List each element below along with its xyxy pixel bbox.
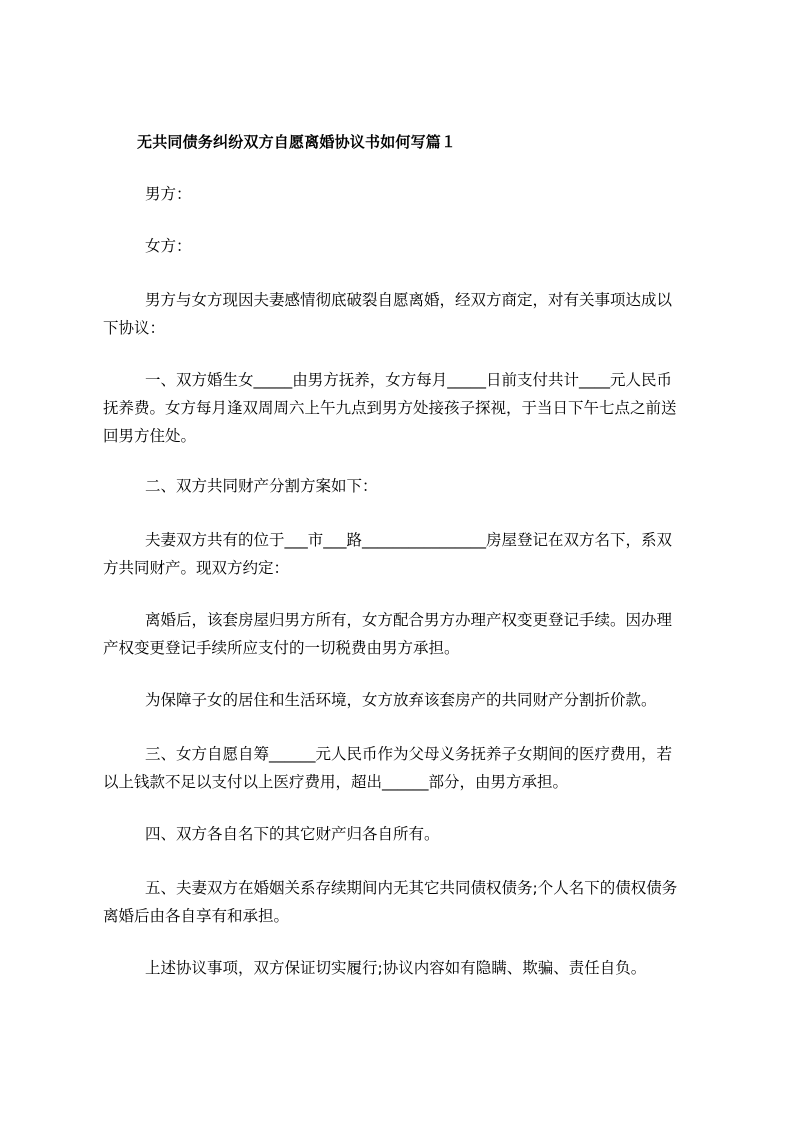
paragraph-line: 为保障子女的居住和生活环境，女方放弃该套房产的共同财产分割折价款。	[145, 691, 657, 709]
paragraph-clause-4-other-property	[145, 820, 707, 848]
paragraph-line: 抚养费。女方每月逢双周周六上午九点到男方处接孩子探视，于当日下午七点之前送	[103, 399, 677, 417]
paragraph-line: 上述协议事项，双方保证切实履行;协议内容如有隐瞒、欺骗、责任自负。	[145, 959, 647, 977]
paragraph-shared-property	[103, 526, 707, 582]
paragraph-male-party	[145, 180, 707, 208]
paragraph-line: 男方与女方现因夫妻感情彻底破裂自愿离婚，经双方商定，对有关事项达成以	[145, 291, 673, 309]
paragraph-guarantee	[145, 954, 707, 982]
paragraph-line: 五、夫妻双方在婚姻关系存续期间内无其它共同债权债务;个人名下的债权债务	[145, 879, 678, 897]
paragraph-clause-2-property-heading	[145, 472, 707, 500]
paragraph-line: 一、双方婚生女_____由男方抚养，女方每月_____日前支付共计____元人民币	[145, 371, 673, 389]
paragraph-clause-3-medical	[103, 740, 707, 796]
paragraph-clause-5-debts	[103, 874, 707, 930]
paragraph-line: 女方：	[145, 237, 192, 255]
paragraph-line: 回男方住处。	[103, 427, 197, 445]
paragraph-line: 下协议：	[103, 319, 166, 337]
paragraph-line: 男方：	[145, 185, 192, 203]
paragraph-clause-1-child-custody	[103, 366, 707, 450]
paragraph-line: 产权变更登记手续所应支付的一切税费由男方承担。	[103, 639, 460, 657]
document-title: 无共同债务纠纷双方自愿离婚协议书如何写篇１	[137, 133, 457, 151]
paragraph-female-party	[145, 232, 707, 260]
paragraph-line: 夫妻双方共有的位于___市___路________________房屋登记在双方名下，系双	[145, 531, 673, 549]
paragraph-intro	[103, 286, 707, 342]
paragraph-line: 以上钱款不足以支付以上医疗费用，超出______部分，由男方承担。	[103, 773, 569, 791]
paragraph-line: 三、女方自愿自筹______元人民币作为父母义务抚养子女期间的医疗费用，若	[145, 745, 673, 763]
paragraph-line: 二、双方共同财产分割方案如下：	[145, 477, 378, 495]
paragraph-line: 离婚后由各自享有和承担。	[103, 907, 290, 925]
paragraph-house-ownership	[103, 606, 707, 662]
paragraph-line: 四、双方各自名下的其它财产归各自所有。	[145, 825, 440, 843]
paragraph-line: 离婚后，该套房屋归男方所有，女方配合男方办理产权变更登记手续。因办理	[145, 611, 673, 629]
paragraph-line: 方共同财产。现双方约定：	[103, 559, 290, 577]
paragraph-waiver	[145, 686, 707, 714]
